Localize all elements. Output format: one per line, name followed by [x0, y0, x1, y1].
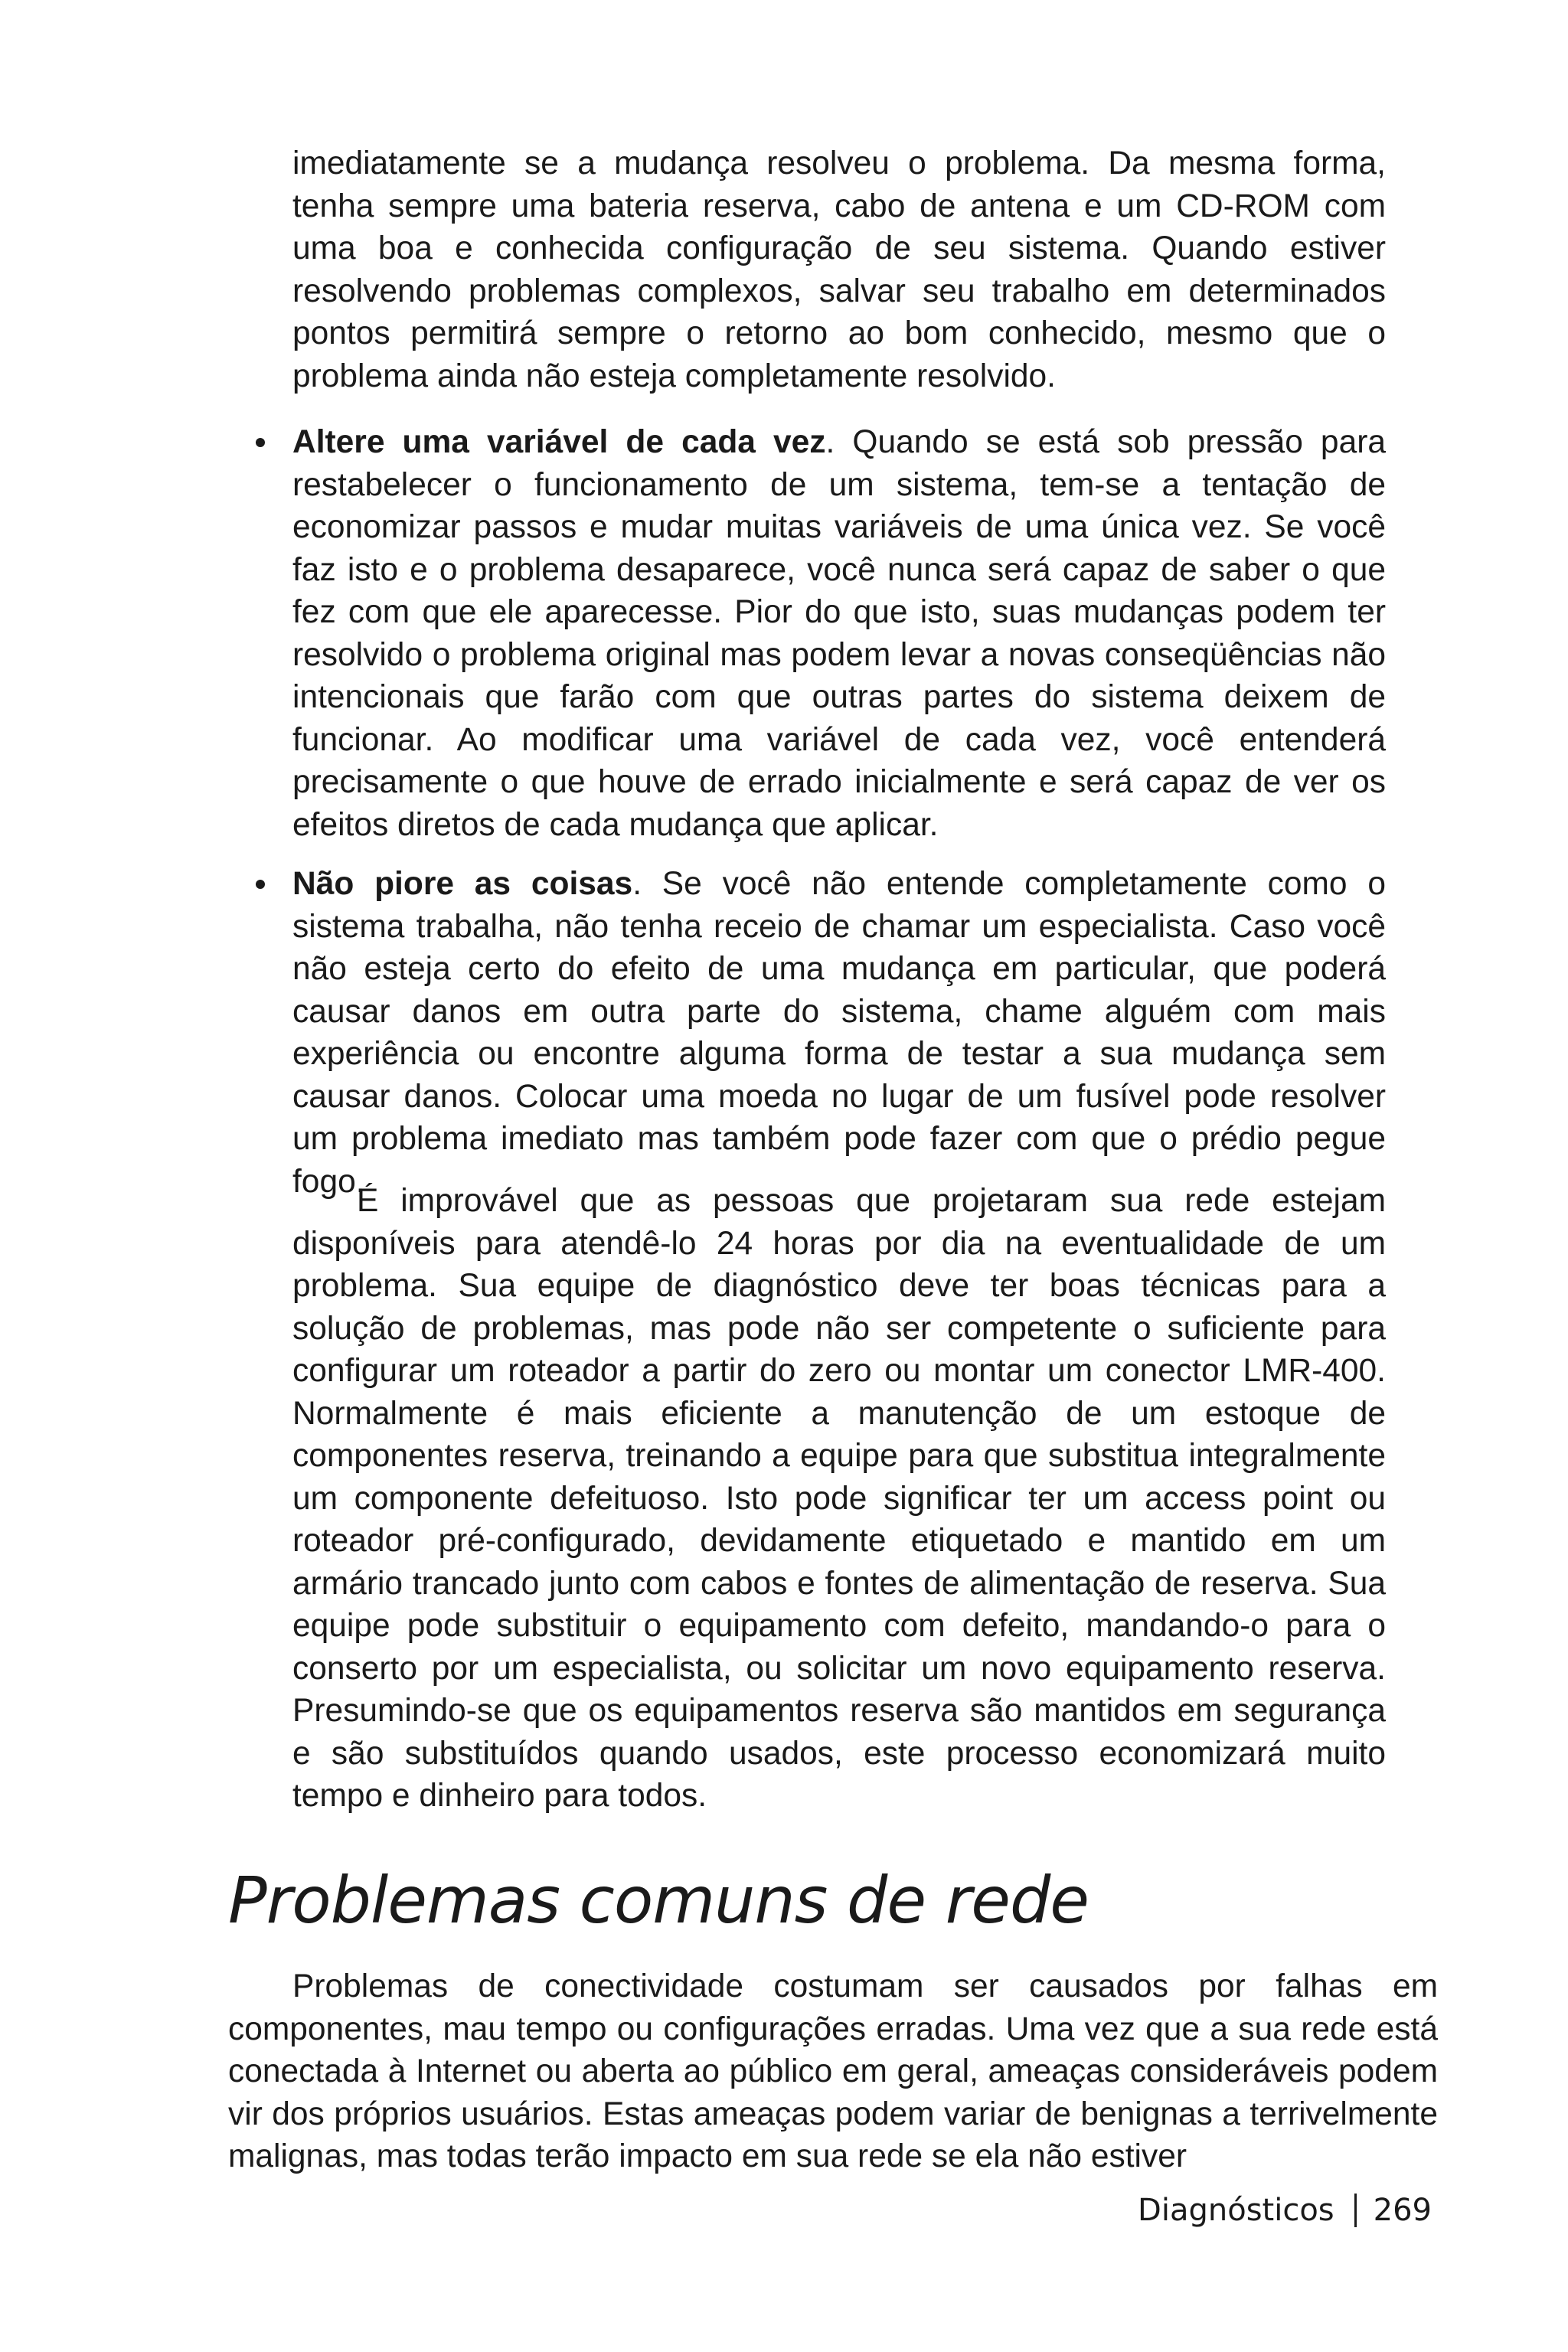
bullet-1-body: . Quando se está sob pressão para restabelecer o funcionamento de um sistema, tem-se a tentação de economizar passos e mudar muitas variáveis de uma única vez. Se você faz isto e o problema desaparece, você nunca será capaz de saber o que fez com que ele aparecesse. Pior do que isto, suas mudanças podem ter resolvido o problema original mas podem levar a novas conseqüências não intencionais que farão com que outras partes do sistema deixem de funcionar. Ao modificar uma variável de cada vez, você entenderá precisamente o que houve de errado inicialmente e será capaz de ver os efeitos diretos de cada mudança que aplicar.: [292, 424, 1386, 843]
bullet-2-lead: Não piore as coisas: [292, 866, 633, 902]
bullet-item-1: [292, 421, 1386, 846]
bullet-2-body: . Se você não entende completamente como o sistema trabalha, não tenha receio de chamar um especialista. Caso você não esteja certo do efeito de uma mudança em particular, que poderá causar danos em outra parte do sistema, chame alguém com mais experiência ou encontre alguma forma de testar a sua mudança sem causar danos. Colocar uma moeda no lugar de um fusível pode resolver um problema imediato mas também pode fazer com que o prédio pegue fogo.: [292, 866, 1386, 1200]
bullet-dot-1: [256, 438, 265, 447]
footer-separator: [1354, 2194, 1357, 2227]
bullet-dot-2: [256, 880, 265, 889]
bullet-item-2: [292, 863, 1386, 1203]
section-heading: Problemas comuns de rede: [228, 1863, 1089, 1938]
spares-paragraph: É improvável que as pessoas que projetaram sua rede estejam disponíveis para atendê-lo 24 horas por dia na eventualidade de um problema. Sua equipe de diagnóstico deve ter boas técnicas para a solução de problemas, mas pode não ser competente o suficiente para configurar um roteador a partir do zero ou montar um conector LMR-400. Normalmente é mais eficiente a manutenção de um estoque de componentes reserva, treinando a equipe para que substitua integralmente um componente defeituoso. Isto pode significar ter um access point ou roteador pré-configurado, devidamente etiquetado e mantido em um armário trancado junto com cabos e fontes de alimentação de reserva. Sua equipe pode substituir o equipamento com defeito, mandando-o para o conserto por um especialista, ou solicitar um novo equipamento reserva. Presumindo-se que os equipamentos reserva são mantidos em segurança e são substituídos quando usados, este processo economizará muito tempo e dinheiro para todos.: [292, 1183, 1386, 1814]
bullet-1-lead: Altere uma variável de cada vez: [292, 424, 826, 460]
running-chapter-title: Diagnósticos: [1138, 2193, 1334, 2228]
page-number: 269: [1373, 2193, 1432, 2228]
continuation-paragraph: imediatamente se a mudança resolveu o problema. Da mesma forma, tenha sempre uma bateria reserva, cabo de antena e um CD-ROM com uma boa e conhecida configuração de seu sistema. Quando estiver resolvendo problemas complexos, salvar seu trabalho em determinados pontos permitirá sempre o retorno ao bom conhecido, mesmo que o problema ainda não esteja completamente resolvido.: [292, 145, 1386, 394]
page-footer: [1138, 2191, 1432, 2230]
section-intro-paragraph: Problemas de conectividade costumam ser causados por falhas em componentes, mau tempo ou configurações erradas. Uma vez que a sua rede está conectada à Internet ou aberta ao público em geral, ameaças consideráveis podem vir dos próprios usuários. Estas ameaças podem variar de benignas a terrivelmente malignas, mas todas terão impacto em sua rede se ela não estiver: [228, 1968, 1438, 2174]
